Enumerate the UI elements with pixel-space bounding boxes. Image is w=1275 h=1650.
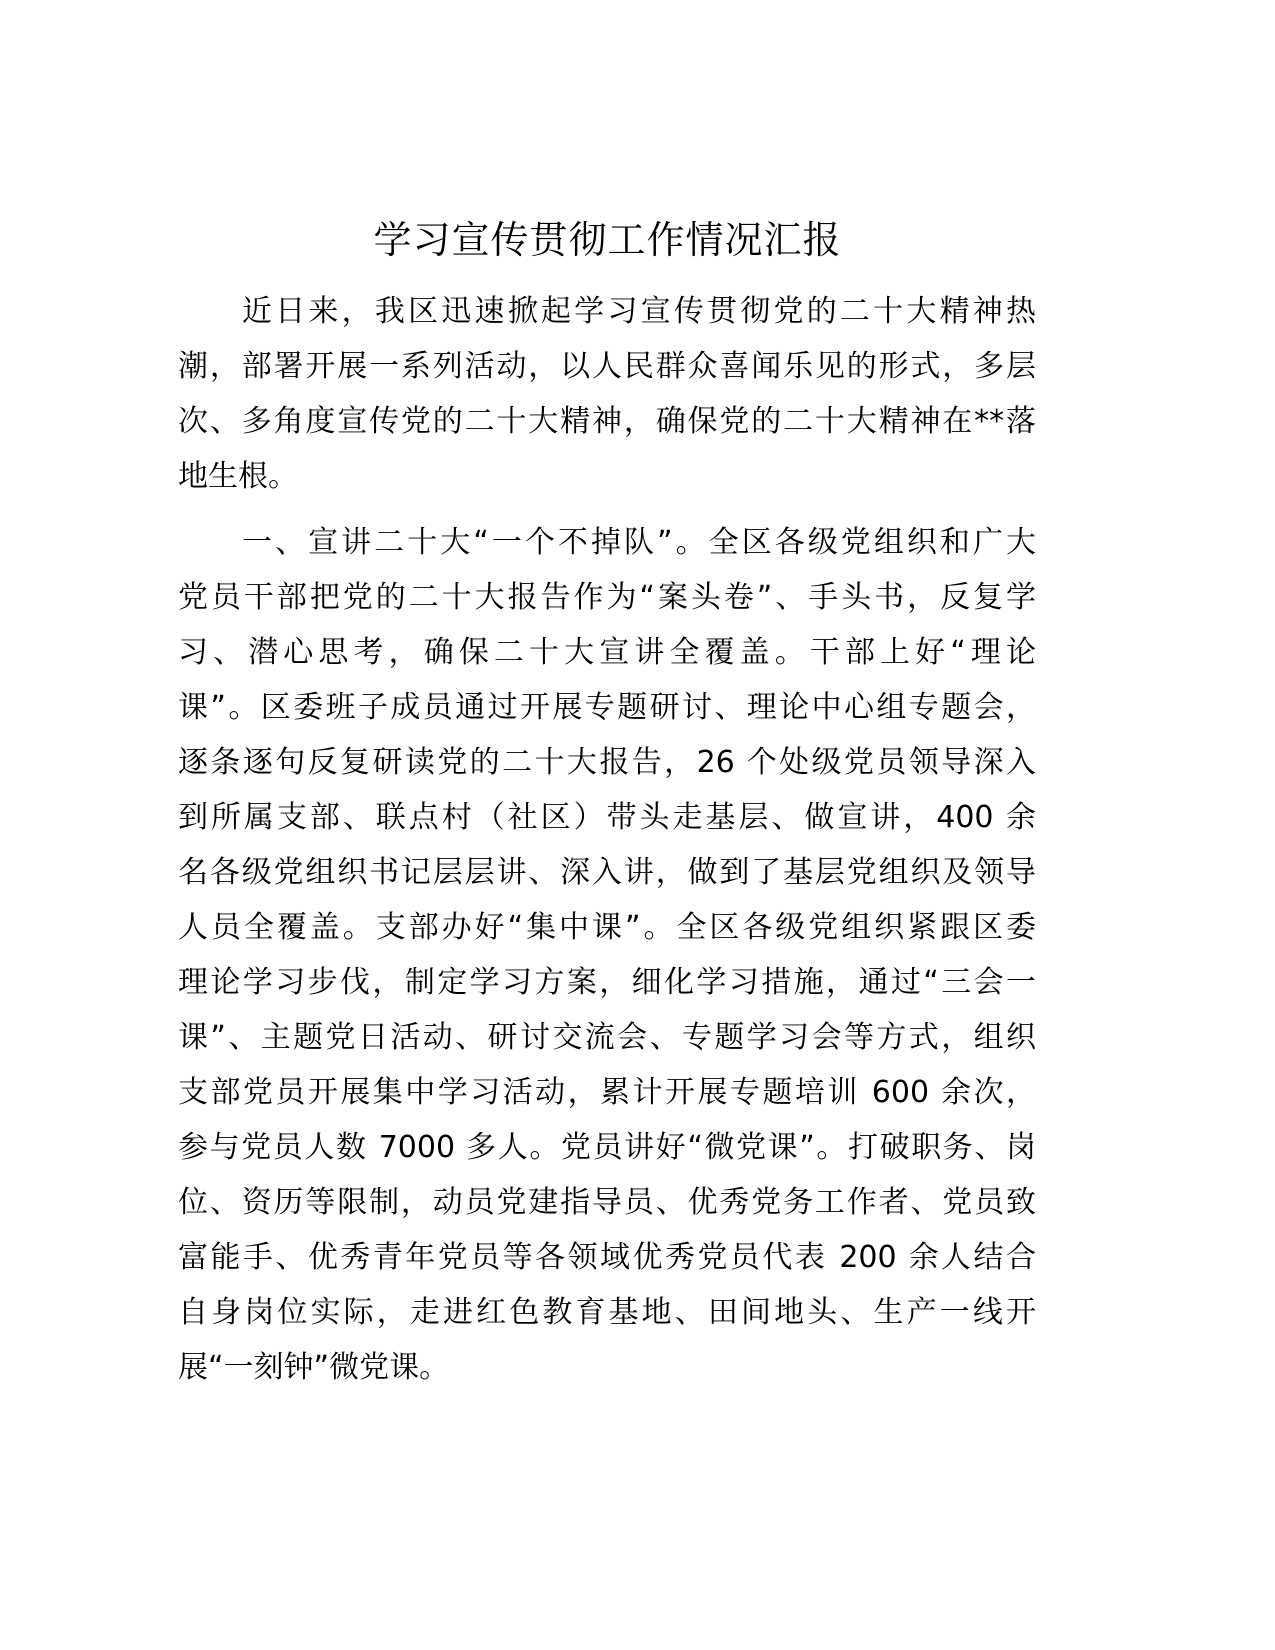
text-line: 人员全覆盖。支部办好“集中课”。全区各级党组织紧跟区委 xyxy=(178,910,1036,945)
text-line: 到所属支部、联点村（社区）带头走基层、做宣讲，400 余 xyxy=(178,800,1036,835)
text-line: 课”、主题党日活动、研讨交流会、专题学习会等方式，组织 xyxy=(178,1020,1036,1055)
text-line: 潮，部署开展一系列活动，以人民群众喜闻乐见的形式，多层 xyxy=(178,349,1036,384)
document-title: 学习宣传贯彻工作情况汇报 xyxy=(373,218,842,262)
text-line: 参与党员人数 7000 多人。党员讲好“微党课”。打破职务、岗 xyxy=(178,1130,1036,1165)
text-line: 课”。区委班子成员通过开展专题研讨、理论中心组专题会， xyxy=(178,690,1036,725)
text-line: 位、资历等限制，动员党建指导员、优秀党务工作者、党员致 xyxy=(178,1185,1036,1220)
text-line: 支部党员开展集中学习活动，累计开展专题培训 600 余次， xyxy=(178,1075,1036,1110)
text-line: 次、多角度宣传党的二十大精神，确保党的二十大精神在**落 xyxy=(178,404,1036,439)
paragraph-intro xyxy=(178,284,1036,504)
text-line: 逐条逐句反复研读党的二十大报告，26 个处级党员领导深入 xyxy=(178,745,1036,780)
text-line: 理论学习步伐，制定学习方案，细化学习措施，通过“三会一 xyxy=(178,965,1036,1000)
text-line: 富能手、优秀青年党员等各领域优秀党员代表 200 余人结合 xyxy=(178,1240,1036,1275)
text-line: 近日来，我区迅速掀起学习宣传贯彻党的二十大精神热 xyxy=(242,294,1036,329)
text-line: 地生根。 xyxy=(178,459,298,494)
text-line: 习、潜心思考，确保二十大宣讲全覆盖。干部上好“理论 xyxy=(178,635,1036,670)
text-line: 展“一刻钟”微党课。 xyxy=(178,1350,450,1385)
text-line: 党员干部把党的二十大报告作为“案头卷”、手头书，反复学 xyxy=(178,580,1036,615)
text-line: 名各级党组织书记层层讲、深入讲，做到了基层党组织及领导 xyxy=(178,855,1036,890)
text-line: 一、宣讲二十大“一个不掉队”。全区各级党组织和广大 xyxy=(242,525,1036,560)
paragraph-section-one xyxy=(178,515,1036,1395)
text-line: 自身岗位实际，走进红色教育基地、田间地头、生产一线开 xyxy=(178,1295,1036,1330)
